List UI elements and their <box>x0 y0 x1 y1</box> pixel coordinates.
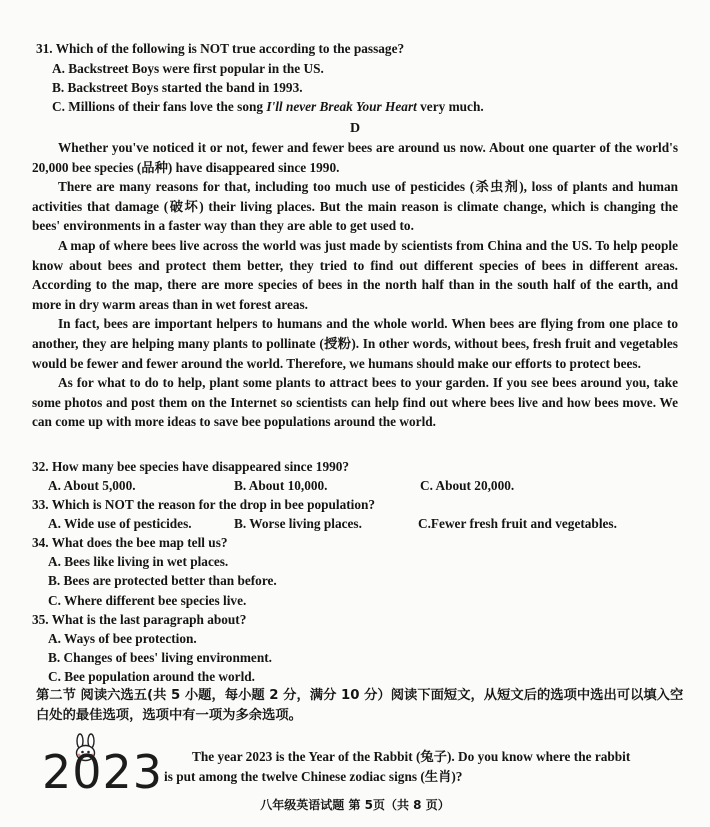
q35-option-a: A. Ways of bee protection. <box>48 631 197 646</box>
q34-option-b: B. Bees are protected better than before. <box>48 573 277 588</box>
q31-option-b: B. Backstreet Boys started the band in 1993. <box>52 80 303 95</box>
year-2023-logo: 2023 <box>42 745 164 799</box>
intro-line-2: is put among the twelve Chinese zodiac signs (生肖)? <box>164 769 463 784</box>
q35-option-c: C. Bee population around the world. <box>48 669 255 684</box>
passage-paragraph-5: As for what to do to help, plant some plants to attract bees to your garden. If you see bees around you, take some photos and post them on the Internet so scientists can help find out where bees live and how bees move. We can come up with more ideas to save bee populations around the world. <box>32 375 678 430</box>
passage-paragraph-1: Whether you've noticed it or not, fewer and fewer bees are around us now. About one quarter of the world's 20,000 bee species (品种) have disappeared since 1990. <box>32 140 678 175</box>
q32-option-c: C. About 20,000. <box>420 478 515 493</box>
q32-question: 32. How many bee species have disappeared since 1990? <box>32 459 350 474</box>
intro-line-1: The year 2023 is the Year of the Rabbit (兔子). Do you know where the rabbit <box>192 749 631 764</box>
passage-paragraph-3: A map of where bees live across the world was just made by scientists from China and the US. To help people know about bees and protect them better, they tried to find out different species of bees in different areas. According to the map, there are more species of bees in the north half than in the south half of the earth, and more in dry warm areas than in wet forest areas. <box>32 237 678 312</box>
passage-paragraph-2: There are many reasons for that, including too much use of pesticides (杀虫剂), loss of plants and human activities that damage (破坏) their living places. But the main reason is climate change, which is changing the bees' environments in a faster way than they are able to get used to. <box>32 179 678 234</box>
q34-option-a: A. Bees like living in wet places. <box>48 554 229 569</box>
q31-option-a: A. Backstreet Boys were first popular in the US. <box>52 61 324 76</box>
q33-option-a: A. Wide use of pesticides. <box>48 516 192 531</box>
q31-option-c-prefix: C. Millions of their fans love the song <box>52 99 267 114</box>
passage-label: D <box>349 121 361 136</box>
q32-option-b: B. About 10,000. <box>234 478 328 493</box>
passage-d-body <box>32 138 678 432</box>
passage-paragraph-4: In fact, bees are important helpers to humans and the whole world. When bees are flying from one place to another, they are helping many plants to pollinate (授粉). In other words, without bees, fresh fruit and vegetables would be fewer and fewer around the world. Therefore, we humans should make our efforts to protect bees. <box>32 316 678 371</box>
page-footer: 八年级英语试题 第 5页（共 8 页） <box>260 798 450 812</box>
q35-question: 35. What is the last paragraph about? <box>32 612 247 627</box>
section-2-instruction: 第二节 阅读六选五(共 5 小题，每小题 2 分，满分 10 分）阅读下面短文，从短文后的选项中选出可以填入空白处的最佳选项，选项中有一项为多余选项。 <box>36 688 684 723</box>
q31-option-c <box>52 99 484 115</box>
q32-option-a: A. About 5,000. <box>48 478 136 493</box>
q31-option-c-suffix: very much. <box>416 99 484 114</box>
q34-question: 34. What does the bee map tell us? <box>32 535 228 550</box>
q33-question: 33. Which is NOT the reason for the drop in bee population? <box>32 497 376 512</box>
q33-option-b: B. Worse living places. <box>234 516 362 531</box>
q31-song-title: I'll never Break Your Heart <box>266 99 417 114</box>
q34-option-c: C. Where different bee species live. <box>48 593 247 608</box>
q31-question: 31. Which of the following is NOT true according to the passage? <box>36 41 405 56</box>
q35-option-b: B. Changes of bees' living environment. <box>48 650 272 665</box>
q33-option-c: C.Fewer fresh fruit and vegetables. <box>418 516 617 531</box>
